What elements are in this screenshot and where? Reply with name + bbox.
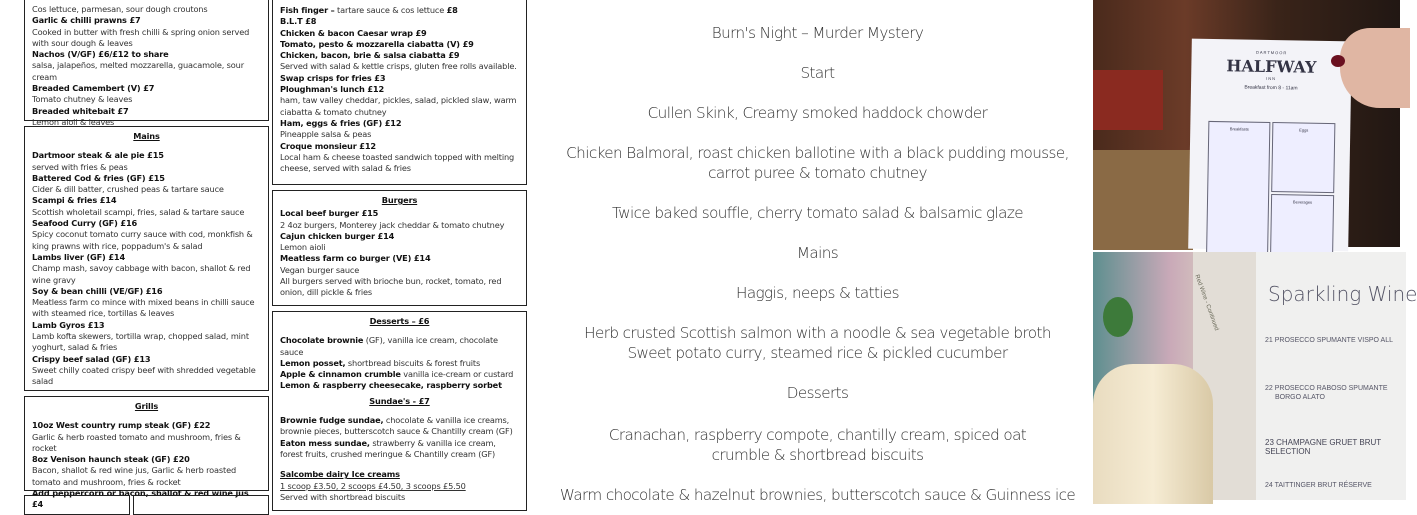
item-desc: Meatless farm co mince with mixed beans in chilli sauce with steamed rice, tortillas & leaves (32, 297, 255, 319)
starter-desc: Cos lettuce, parmesan, sour dough croutons (32, 4, 208, 14)
menu-subtitle: Breakfast from 8 - 11am (1244, 84, 1298, 92)
desserts-heading: Desserts – £6 (369, 316, 430, 326)
item-desc: chocolate & vanilla ice creams, brownie pieces, butterscotch sauce & Chantilly cream (GF) (280, 415, 513, 437)
plant (1103, 297, 1133, 337)
dish: Haggis, neeps & tatties (736, 284, 899, 302)
item-desc: served with fries & peas (32, 161, 128, 172)
item-name: Lambs liver (GF) £14 (32, 251, 125, 262)
dish: Warm chocolate & hazelnut brownies, butterscotch sauce & Guinness ice (559, 486, 1076, 504)
sandwiches-box (272, 0, 527, 185)
dish: Herb crusted Scottish salmon with a noodle & sea vegetable broth (584, 324, 1051, 342)
item-name: Ploughman's lunch £12 (280, 84, 385, 95)
sandwich-item: Chicken & bacon Caesar wrap £9 (280, 27, 427, 38)
item-name: Apple & cinnamon crumble (280, 369, 401, 380)
menu-item (32, 15, 261, 49)
burgers-box (272, 190, 527, 306)
section-desserts: Desserts (786, 384, 849, 402)
sandwich-item: Tomato, pesto & mozzarella ciabatta (V) £9 (280, 38, 474, 49)
item-name: Eaton mess sundae, (280, 437, 370, 448)
sandwich-item: B.L.T £8 (280, 16, 317, 27)
menu-item (280, 358, 519, 369)
menu-item (32, 106, 261, 129)
item-name: Crispy beef salad (GF) £13 (32, 353, 151, 364)
item-desc: strawberry & vanilla ice cream, forest fruits, crushed meringue & Chantilly cream (GF) (280, 437, 496, 459)
halfway-menu-sheet (1188, 39, 1352, 252)
item-name: Meatless farm co burger (VE) £14 (280, 253, 431, 264)
item-name: Breaded whitebait £7 (32, 105, 129, 116)
item-desc: (GF), vanilla ice cream, chocolate sauce (280, 335, 498, 357)
pub-menu-image (0, 0, 535, 510)
menu-item (32, 218, 261, 252)
item-desc: Pineapple salsa & peas (280, 129, 372, 140)
menu-item (280, 231, 519, 254)
item-name: Nachos (V/GF) £6/£12 to share (32, 49, 169, 60)
item-name: 8oz Venison haunch steak (GF) £20 (32, 454, 190, 465)
grills-heading: Grills (134, 401, 159, 411)
item-desc: vanilla ice-cream or custard (400, 369, 514, 380)
item-name: Battered Cod & fries (GF) £15 (32, 172, 165, 183)
section-start: Start (800, 64, 835, 82)
starters-box (24, 0, 269, 127)
section-beverages: Beverages (1270, 194, 1334, 263)
item-desc: Spicy coconut tomato curry sauce with cod, monkfish & king prawns with rice, poppadum's & salad (32, 229, 253, 251)
burgers-note: All burgers served with brioche bun, rocket, tomato, red onion, dill pickle & fries (280, 276, 502, 298)
armchair (1093, 150, 1193, 250)
item-desc: Sweet chilly coated crispy beef with shredded vegetable salad (32, 364, 256, 387)
item-name: Add peppercorn or bacon, shallot & red wine jus £4 (32, 488, 249, 510)
item-name: Garlic & chilli prawns £7 (32, 15, 141, 26)
mains-heading: Mains (133, 131, 160, 141)
item-desc: Cooked in butter with fresh chilli & spring onion served with sour dough & leaves (32, 26, 250, 48)
small-box-1 (24, 495, 130, 515)
menu-item (280, 335, 519, 358)
item-name: Cajun chicken burger £14 (280, 230, 395, 241)
item-desc: Lamb kofta skewers, tortilla wrap, chopped salad, mint yoghurt, salad & fries (32, 331, 249, 353)
menu-item (280, 208, 519, 231)
dish: Cullen Skink, Creamy smoked haddock chowder (647, 104, 988, 122)
menu-item (32, 354, 261, 388)
fingernail (1331, 55, 1345, 67)
candle (1093, 364, 1213, 504)
menu-item (280, 369, 519, 380)
item-name: Lemon posset, (280, 357, 346, 368)
item-desc: Tomato chutney & leaves (32, 94, 133, 105)
sparkling-wine-title: Sparkling Wine (1268, 282, 1417, 306)
menu-item (32, 286, 261, 320)
hand (1340, 28, 1410, 108)
ice-cream-heading: Salcombe dairy Ice creams (280, 469, 400, 480)
menu-item (280, 253, 519, 276)
menu-item (32, 320, 261, 354)
item-desc: Bacon, shallot & red wine jus, Garlic & herb roasted tomato and mushroom, fries & rocket (32, 465, 237, 487)
photo-wine-list (1093, 252, 1417, 500)
menu-item (32, 252, 261, 286)
item-name: Chocolate brownie (280, 335, 364, 346)
menu-item (32, 454, 261, 488)
item-name: Scampi & fries £14 (32, 195, 117, 206)
item-name: Soy & bean chilli (VE/GF) £16 (32, 285, 163, 296)
dish: Sweet potato curry, steamed rice & pickled cucumber (627, 344, 1008, 362)
ice-cream-prices: 1 scoop £3.50, 2 scoops £4.50, 3 scoops £5.50 (280, 480, 466, 491)
dish: Chicken Balmoral, roast chicken ballotine with a black pudding mousse, carrot puree & tomato chutney (566, 144, 1069, 182)
wine-item: 22 PROSECCO RABOSO SPUMANTE (1265, 385, 1388, 392)
item-desc: Scottish wholetail scampi, fries, salad & tartare sauce (32, 206, 245, 217)
red-chair (1093, 70, 1163, 130)
swap-note: Swap crisps for fries £3 (280, 72, 386, 83)
item-name: Local beef burger £15 (280, 208, 379, 219)
dish: Twice baked souffle, cherry tomato salad & balsamic glaze (612, 204, 1023, 222)
brand-top: DARTMOOR (1255, 49, 1288, 56)
sundaes-heading: Sundae's - £7 (369, 395, 430, 406)
menu-item (32, 420, 261, 454)
burns-title: Burn's Night – Murder Mystery (711, 24, 924, 42)
menu-item (280, 141, 519, 175)
red-wine-card-title: Red Wine - Continued (1193, 274, 1220, 332)
sandwich-item: Chicken, bacon, brie & salsa ciabatta £9 (280, 50, 460, 61)
menu-item (32, 195, 261, 218)
menu-item (32, 173, 261, 196)
wine-item: 24 TAITTINGER BRUT RÉSERVE (1265, 482, 1372, 489)
item-desc: Champ mash, savoy cabbage with bacon, shallot & red wine gravy (32, 263, 251, 285)
item-name: 10oz West country rump steak (GF) £22 (32, 420, 211, 431)
small-box-2 (133, 495, 269, 515)
item-name: Croque monsieur £12 (280, 140, 376, 151)
menu-item (280, 118, 519, 141)
desserts-box (272, 311, 527, 511)
item-desc: salsa, jalapeños, melted mozzarella, guacamole, sour cream (32, 60, 244, 82)
dish: Cranachan, raspberry compote, chantilly cream, spiced oat crumble & shortbread biscuits (608, 426, 1027, 464)
item-name: Dartmoor steak & ale pie £15 (32, 150, 164, 161)
item-desc: shortbread biscuits & forest fruits (345, 357, 481, 368)
burns-night-menu (540, 0, 1095, 504)
mains-box (24, 126, 269, 391)
menu-item (32, 83, 261, 106)
brand-name: HALFWAY (1226, 56, 1317, 77)
item-name: Breaded Camembert (V) £7 (32, 83, 155, 94)
brand-sub: INN (1266, 75, 1277, 82)
item-desc: Lemon aioli & leaves (32, 116, 115, 127)
menu-item (32, 150, 261, 173)
item-name: Ham, eggs & fries (GF) £12 (280, 117, 402, 128)
menu-item (280, 438, 519, 461)
item-desc: Vegan burger sauce (280, 264, 360, 275)
menu-item (280, 415, 519, 438)
item-desc: 2 4oz burgers, Monterey jack cheddar & tomato chutney (280, 219, 505, 230)
menu-item (32, 49, 261, 83)
section-mains: Mains (796, 244, 839, 262)
grills-box (24, 396, 269, 510)
item-desc: Lemon aioli (280, 242, 326, 253)
item-name: Brownie fudge sundae, (280, 415, 384, 426)
photo-halfway-inn-menu (1093, 0, 1400, 247)
menu-item (280, 84, 519, 118)
sandwich-served-note: Served with salad & kettle crisps, gluten free rolls available. (280, 61, 517, 72)
wine-item: BORGO ALATO (1275, 394, 1325, 401)
wine-item: 21 PROSECCO SPUMANTE VISPO ALL (1265, 337, 1393, 344)
item-desc: ham, taw valley cheddar, pickles, salad, pickled slaw, warm ciabatta & tomato chutney (280, 95, 517, 117)
ice-cream-note: Served with shortbread biscuits (280, 491, 406, 502)
menu-item (280, 380, 519, 391)
fish-finger-line: Fish finger – tartare sauce & cos lettuce £8 (280, 5, 458, 15)
burgers-heading: Burgers (381, 195, 418, 205)
item-desc: Garlic & herb roasted tomato and mushroom, fries & rocket (32, 431, 241, 453)
section-breakfasts: Breakfasts (1206, 121, 1270, 262)
item-name: Seafood Curry (GF) £16 (32, 218, 138, 229)
item-name: Lamb Gyros £13 (32, 319, 105, 330)
item-desc: Cider & dill batter, crushed peas & tartare sauce (32, 184, 224, 195)
wine-item: 23 CHAMPAGNE GRUET BRUT SELECTION (1265, 438, 1382, 456)
section-eggs: Eggs (1271, 122, 1335, 193)
item-desc: Local ham & cheese toasted sandwich topped with melting cheese, served with salad & fries (280, 151, 515, 174)
item-name: Lemon & raspberry cheesecake, raspberry sorbet (280, 380, 502, 391)
